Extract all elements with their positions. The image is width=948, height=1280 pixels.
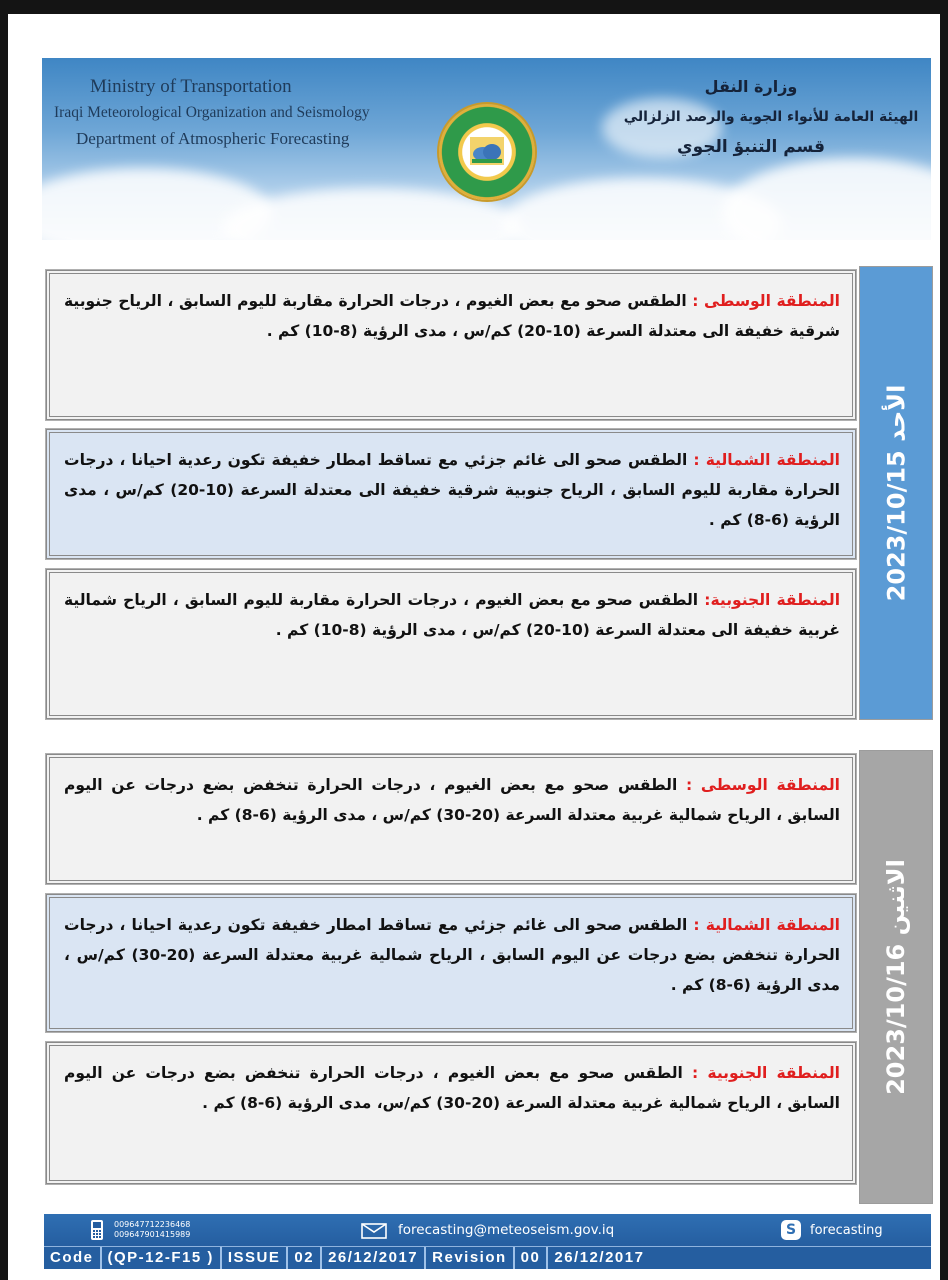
skype-id: forecasting: [810, 1223, 883, 1238]
organization-name-ar: الهيئة العامة للأنواء الجوية والرصد الزلزالي: [623, 109, 919, 125]
ministry-arabic-title: [621, 72, 921, 162]
revision-date: 26/12/2017: [554, 1249, 645, 1266]
revision-label: Revision: [426, 1247, 515, 1269]
phone-number-2: 009647901415989: [114, 1230, 191, 1239]
issue-number: 02: [288, 1247, 322, 1269]
envelope-icon: [361, 1223, 387, 1239]
revision-number: 00: [515, 1247, 549, 1269]
forecast-north-day2: [46, 894, 856, 1032]
skype-icon: S: [781, 1220, 801, 1240]
header-banner: [42, 58, 931, 240]
region-label: المنطقة الوسطى :: [686, 776, 840, 794]
date-label: الأحد 2023/10/15: [882, 384, 910, 602]
ministry-english-title: [54, 74, 370, 152]
contact-footer: [44, 1214, 931, 1246]
forecast-south-day1: [46, 569, 856, 719]
code-label: Code: [44, 1247, 102, 1269]
department-name-ar: قسم التنبؤ الجوي: [677, 137, 825, 157]
forecast-text: الطقس صحو الى غائم جزئي مع تساقط امطار خفيفة تكون رعدية احيانا ، درجات الحرارة تنخفض بضع درجات عن اليوم السابق ، الرياح شمالية غربية معتدلة السرعة (20-30) كم/س ، مدى الرؤية (6-8) كم .: [64, 916, 840, 994]
organization-name-en: Iraqi Meteorological Organization and Seismology: [54, 104, 370, 121]
forecast-text: الطقس صحو مع بعض الغيوم ، درجات الحرارة مقاربة لليوم السابق ، الرياح شمالية غربية خفيفة الى معتدلة السرعة (10-20) كم/س ، مدى الرؤية (8-10) كم .: [64, 591, 840, 639]
forecast-text: الطقس صحو الى غائم جزئي مع تساقط امطار خفيفة تكون رعدية احيانا ، درجات الحرارة مقاربة لليوم السابق ، الرياح جنوبية شرقية خفيفة الى معتدلة السرعة (10-20) كم/س ، مدى الرؤية (6-8) كم .: [64, 451, 840, 529]
issue-date: 26/12/2017: [322, 1247, 426, 1269]
region-label: المنطقة الشمالية :: [693, 916, 840, 934]
region-label: المنطقة الجنوبية :: [692, 1064, 840, 1082]
date-column-monday: [859, 750, 933, 1204]
cloud-icon: [470, 137, 504, 165]
code-value: (QP-12-F15 ): [102, 1247, 222, 1269]
ministry-name-ar: وزارة النقل: [704, 77, 798, 96]
forecast-text: الطقس صحو مع بعض الغيوم ، درجات الحرارة مقاربة لليوم السابق ، الرياح جنوبية شرقية خفيفة الى معتدلة السرعة (10-20) كم/س ، مدى الرؤية (8-10) كم .: [64, 292, 840, 340]
forecast-text: الطقس صحو مع بعض الغيوم ، درجات الحرارة تنخفض بضع درجات عن اليوم السابق ، الرياح شمالية غربية معتدلة السرعة (20-30) كم/س ، مدى الرؤية (6-8) كم .: [64, 776, 840, 824]
phone-numbers: [114, 1220, 190, 1240]
phone-number-1: 009647712236468: [114, 1220, 191, 1229]
date-label: الاثنين 2023/10/16: [882, 859, 910, 1095]
phone-icon: [90, 1219, 104, 1241]
region-label: المنطقة الشمالية :: [693, 451, 840, 469]
organization-seal-logo: [439, 104, 535, 200]
forecast-south-day2: [46, 1042, 856, 1184]
forecast-central-day1: [46, 270, 856, 420]
issue-label: ISSUE: [222, 1247, 289, 1269]
date-column-sunday: [859, 266, 933, 720]
department-name-en: Department of Atmospheric Forecasting: [76, 129, 350, 148]
document-page: [8, 14, 940, 1280]
forecast-central-day2: [46, 754, 856, 884]
forecast-text: الطقس صحو مع بعض الغيوم ، درجات الحرارة تنخفض بضع درجات عن اليوم السابق ، الرياح شمالية غربية معتدلة السرعة (20-30) كم/س، مدى الرؤية (6-8) كم .: [64, 1064, 840, 1112]
email-address[interactable]: forecasting@meteoseism.gov.iq: [398, 1222, 615, 1238]
forecast-north-day1: [46, 429, 856, 559]
region-label: المنطقة الوسطى :: [692, 292, 840, 310]
ministry-name-en: Ministry of Transportation: [90, 76, 292, 97]
document-control-bar: [44, 1246, 931, 1269]
region-label: المنطقة الجنوبية:: [704, 591, 841, 609]
